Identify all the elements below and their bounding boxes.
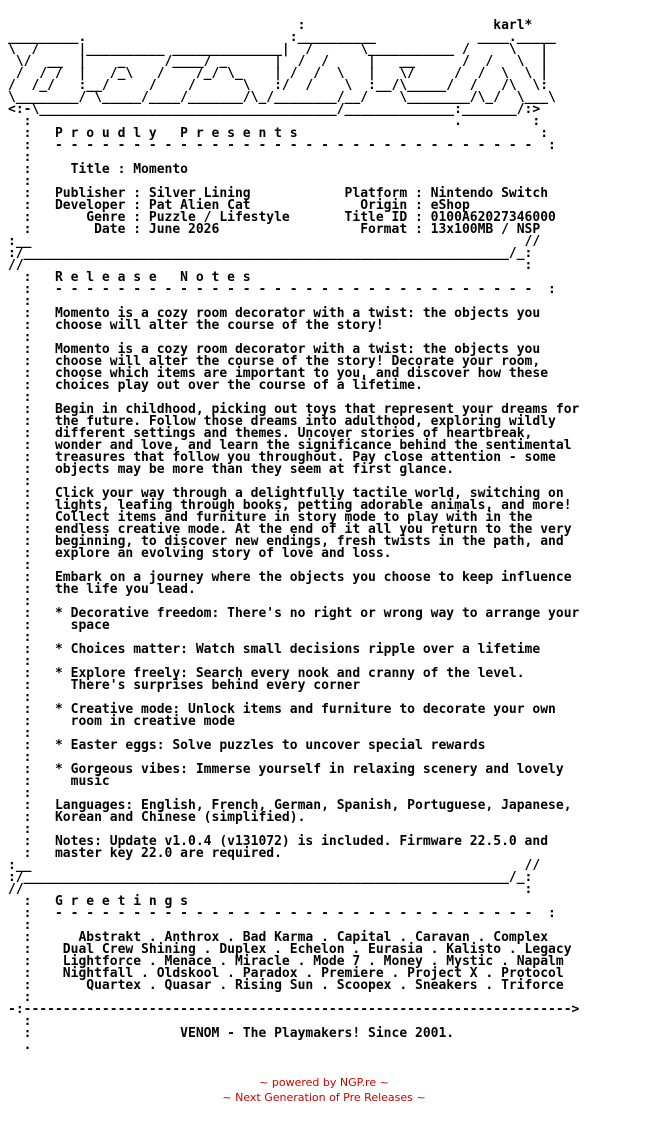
nfo-line: : * Gorgeous vibes: Immerse yourself in relaxing scenery and lovely	[8, 762, 564, 777]
nfo-line: : Lightforce . Menace . Miracle . Mode 7 . Money . Mystic . Napalm	[8, 954, 564, 969]
nfo-line: : Nightfall . Oldskool . Paradox . Premiere . Project X . Protocol	[8, 966, 564, 981]
nfo-line: : treasures that follow you throughout. Pay close attention - some	[8, 450, 556, 465]
nfo-line: : choose which items are important to you, and discover how these	[8, 366, 549, 381]
nfo-line: : Quartex . Quasar . Rising Sun . Scoopex . Sneakers . Triforce	[8, 978, 564, 993]
nfo-line: :	[8, 750, 32, 765]
nfo-line: :	[8, 822, 32, 837]
nfo-line: : space	[8, 618, 110, 633]
nfo-line: :	[8, 294, 32, 309]
nfo-line: : - - - - - - - - - - - - - - - - - - - - - - - - - - - - - - - :	[8, 138, 556, 153]
nfo-line: : explore an evolving story of love and loss.	[8, 546, 392, 561]
nfo-line: // :	[8, 258, 533, 273]
nfo-line: : beginning, to discover new endings, fresh twists in the path, and	[8, 534, 564, 549]
nfo-line: : Languages: English, French, German, Spanish, Portuguese, Japanese,	[8, 798, 572, 813]
nfo-line: : choose will alter the course of the story!	[8, 318, 384, 333]
nfo-line: / /_/ :__/ / / \ :/ / \ :__/\_____/ / /\ \:	[8, 78, 549, 93]
nfo-line: :	[8, 786, 32, 801]
nfo-line: : Momento is a cozy room decorator with a twist: the objects you	[8, 342, 541, 357]
nfo-line: : lights, leafing through books, petting adorable animals, and more!	[8, 498, 572, 513]
nfo-line: : karl*	[8, 18, 533, 33]
nfo-line: : Collect items and furniture in story mode to play with in the	[8, 510, 533, 525]
nfo-line: :__ //	[8, 858, 541, 873]
nfo-line: : * Explore freely: Search every nook and cranny of the level.	[8, 666, 525, 681]
nfo-line: : P r o u d l y P r e s e n t s :	[8, 126, 549, 141]
nfo-line: :	[8, 558, 32, 573]
nfo-line: :	[8, 330, 32, 345]
nfo-line: : * Choices matter: Watch small decisions ripple over a lifetime	[8, 642, 541, 657]
nfo-text-block	[8, 20, 579, 1052]
nfo-line: -:---------------------------------------------------------------------->	[8, 1002, 580, 1017]
nfo-line: :	[8, 654, 32, 669]
footer-tagline: ~ Next Generation of Pre Releases ~	[222, 1091, 426, 1104]
nfo-line: : * Easter eggs: Solve puzzles to uncover special rewards	[8, 738, 486, 753]
nfo-line: <:-\______________________________________/______________:_______/:>	[8, 102, 541, 117]
nfo-line: : the future. Follow those dreams into adulthood, exploring wildly	[8, 414, 556, 429]
nfo-line: :	[8, 150, 32, 165]
nfo-line: : room in creative mode	[8, 714, 235, 729]
powered-by-line	[0, 1075, 648, 1090]
nfo-line: \________/ \_____/____/_______/\_/________/__/ \________/\_/ \___\	[8, 90, 556, 105]
powered-by-site-link[interactable]: NGP.re	[339, 1076, 377, 1089]
nfo-line: : R e l e a s e N o t e s	[8, 270, 251, 285]
nfo-line: :	[8, 918, 32, 933]
nfo-line: :	[8, 630, 32, 645]
nfo-line: :	[8, 726, 32, 741]
nfo-line: : objects may be more than they seem at first glance.	[8, 462, 455, 477]
nfo-line: \ / |__________ ______________| / \___________ / \ |	[8, 42, 549, 57]
nfo-line: :__ //	[8, 234, 541, 249]
nfo-line: : endless creative mode. At the end of it all you return to the very	[8, 522, 572, 537]
nfo-line: : Momento is a cozy room decorator with a twist: the objects you	[8, 306, 541, 321]
nfo-line: : - - - - - - - - - - - - - - - - - - - - - - - - - - - - - - - :	[8, 906, 556, 921]
nfo-line: : different settings and themes. Uncover stories of heartbreak,	[8, 426, 533, 441]
nfo-line: : Developer : Pat Alien Cat Origin : eShop	[8, 198, 470, 213]
nfo-line: / / / | /_\ / /_/ \_ | / / \ | \/ / / \ \ |	[8, 66, 549, 81]
nfo-line: : choose will alter the course of the story! Decorate your room,	[8, 354, 541, 369]
nfo-line: : There's surprises behind every corner	[8, 678, 361, 693]
powered-by-prefix: ~ powered by	[259, 1076, 340, 1089]
nfo-line: : wonder and love, and learn the significance behind the sentimental	[8, 438, 572, 453]
nfo-line: : the life you lead.	[8, 582, 196, 597]
nfo-line: // :	[8, 882, 533, 897]
nfo-line: :/______________________________________________________________/_:	[8, 870, 533, 885]
nfo-line: :	[8, 174, 32, 189]
nfo-line: : Title : Momento	[8, 162, 189, 177]
nfo-line: _________. :__________ ____._____	[8, 30, 556, 45]
nfo-line: : master key 22.0 are required.	[8, 846, 282, 861]
nfo-line: :/______________________________________________________________/_:	[8, 246, 533, 261]
nfo-line: : Embark on a journey where the objects you choose to keep influence	[8, 570, 572, 585]
nfo-line: : Genre : Puzzle / Lifestyle Title ID : 0100A62027346000	[8, 210, 556, 225]
nfo-line: : Dual Crew Shining . Duplex . Echelon . Eurasia . Kalisto . Legacy	[8, 942, 572, 957]
nfo-line: \/ __ | _ /____/ _ | / / | __ / / \ |	[8, 54, 549, 69]
nfo-line: :	[8, 690, 32, 705]
nfo-line: : Click your way through a delightfully tactile world, switching on	[8, 486, 564, 501]
powered-by-suffix: ~	[376, 1076, 389, 1089]
nfo-line: : - - - - - - - - - - - - - - - - - - - - - - - - - - - - - - - :	[8, 282, 556, 297]
nfo-line: : G r e e t i n g s	[8, 894, 189, 909]
nfo-line: :	[8, 594, 32, 609]
nfo-line: : Korean and Chinese (simplified).	[8, 810, 306, 825]
nfo-line: : Begin in childhood, picking out toys that represent your dreams for	[8, 402, 580, 417]
nfo-line: :	[8, 1014, 32, 1029]
nfo-line: : Abstrakt . Anthrox . Bad Karma . Capital . Caravan . Complex	[8, 930, 549, 945]
nfo-line: : VENOM - The Playmakers! Since 2001.	[8, 1026, 455, 1041]
nfo-line: :	[8, 474, 32, 489]
nfo-line: : music	[8, 774, 110, 789]
nfo-line: : * Creative mode: Unlock items and furniture to decorate your own	[8, 702, 556, 717]
nfo-line: :	[8, 390, 32, 405]
nfo-line: .	[8, 1038, 32, 1053]
nfo-line: : * Decorative freedom: There's no right or wrong way to arrange your	[8, 606, 580, 621]
nfo-line: :	[8, 990, 32, 1005]
nfo-line: : Notes: Update v1.0.4 (v131072) is included. Firmware 22.5.0 and	[8, 834, 549, 849]
nfo-line: : . :	[8, 114, 541, 129]
nfo-line: : Publisher : Silver Lining Platform : Nintendo Switch	[8, 186, 549, 201]
nfo-line: : choices play out over the course of a lifetime.	[8, 378, 423, 393]
nfo-line: : Date : June 2026 Format : 13x100MB / NSP	[8, 222, 541, 237]
